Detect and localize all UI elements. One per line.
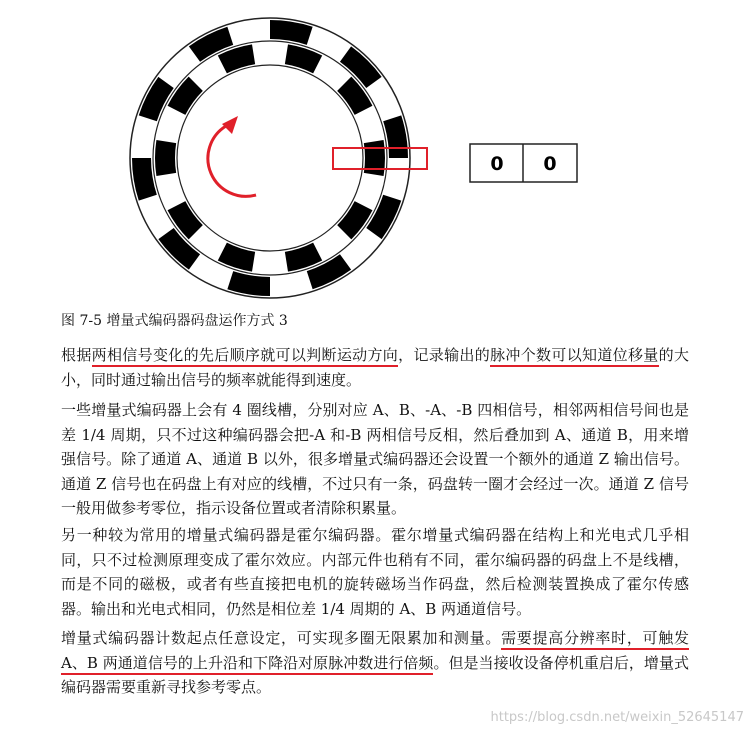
paragraph-hall-encoder: 另一种较为常用的增量式编码器是霍尔编码器。霍尔增量式编码器在结构上和光电式几乎相同，只不过检测原理变成了霍尔效应。内部元件也稍有不同，霍尔编码器的码盘上不是线槽，而是不同的磁极，或者有些直接把电机的旋转磁场当作码盘，然后检测装置换成了霍尔传感器。输出和光电式相同，仍然是相位差 1/4 周期的 A、B 两通道信号。 [61, 526, 689, 618]
figure-caption: 图 7-5 增量式编码器码盘运作方式 3 [61, 313, 288, 329]
paragraph-four-track: 一些增量式编码器上会有 4 圈线槽，分别对应 A、B、-A、-B 四相信号，相邻两相信号间也是差 1/4 周期，只不过这种编码器会把-A 和-B 两相信号反相，然后叠加到 A、通道 B，用来增强信号。除了通道 A、通道 B 以外，很多增量式编码器还会设置一个额外的通道 Z 输出信号。通道 Z 信号也在码盘上有对应的线槽，不过只有一条，码盘转一圈才会经过一次。通道 Z 信号一般用做参考零位，指示设备位置或者清除积累量。 [61, 401, 689, 517]
p1-text: 的大小，同时通过输出信号的频率就能得到速度。 [61, 346, 689, 389]
p1-highlight-direction: 两相信号变化的先后顺序就可以判断运动方向 [92, 346, 398, 367]
p4-highlight-resolution: 需要提高分辨率时，可触发 A、B 两通道信号的上升沿和下降沿对原脉冲数进行倍频 [61, 629, 689, 675]
p4-text: 。但是当接收设备停机重启后，增量式编码器需要重新寻找参考零点。 [61, 653, 689, 696]
watermark: https://blog.csdn.net/weixin_52645147 [490, 710, 744, 725]
p1-text: 根据 [61, 346, 92, 364]
p1-highlight-displacement: 脉冲个数可以知道位移量 [490, 346, 659, 367]
paragraph-direction-displacement [61, 343, 689, 392]
p4-text: 增量式编码器计数起点任意设定，可实现多圈无限累加和测量。 [61, 629, 502, 647]
counter-digit: 0 [490, 153, 504, 175]
paragraph-counting [61, 626, 689, 700]
inner-slot-segment [364, 140, 385, 176]
p1-text: ，记录输出的 [398, 346, 491, 364]
code-disc [130, 18, 410, 298]
counter-digit: 0 [543, 153, 557, 175]
inner-slot-segment [155, 140, 176, 176]
encoder-figure [0, 0, 750, 305]
pulse-counter [470, 144, 577, 182]
